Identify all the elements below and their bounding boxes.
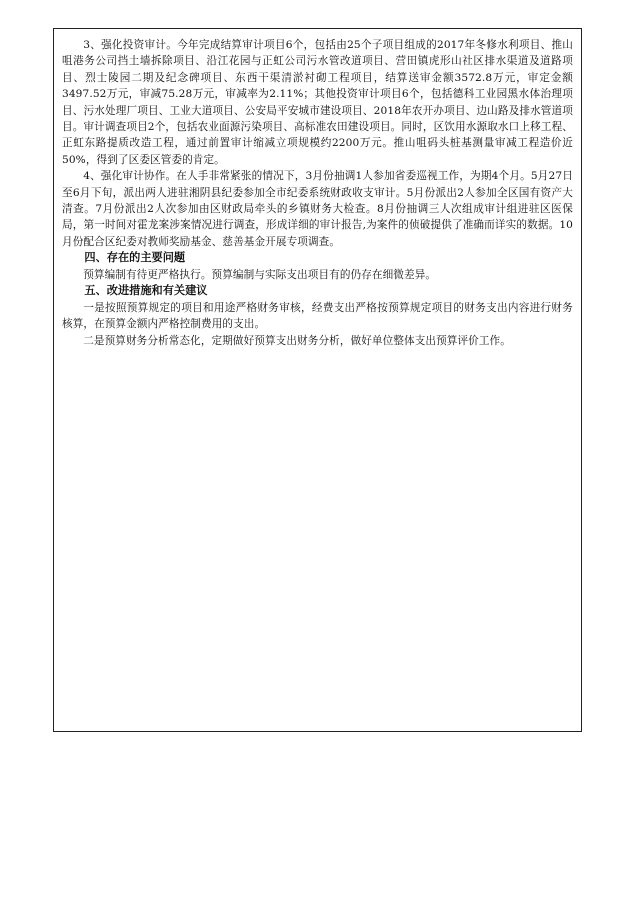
paragraph-budget-problem: 预算编制有待更严格执行。预算编制与实际支出项目有的仍存在细微差异。 xyxy=(83,268,437,281)
paragraph-investment-audit: 3、强化投资审计。今年完成结算审计项目6个，包括由25个子项目组成的2017年冬修水利项目、推山咀港务公司挡土墙拆除项目、沿江花园与正虹公司污水管改道项目、营田镇虎形山社区排水渠道及道路项目、烈士陵园二期及纪念碑项目、东西干渠清淤衬砌工程项目，结算送审金额3572.8万元，审定金额3497.52万元，审减75.28万元，审减率为2.11%；其他投资审计项目6个，包括德科工业园黑水体治理项目、污水处理厂项目、工业大道项目、公安局平安城市建设项目、2018年农开办项目、边山路及排水管道项目。审计调查项目2个，包括农业面源污染项目、高标准农田建设项目。同时，区饮用水源取水口上移工程、正虹东路提质改造工程，通过前置审计缩减立项规模约2200万元。推山咀码头桩基测量审减工程造价近50%，得到了区委区管委的肯定。 xyxy=(62,39,573,166)
document-table-frame xyxy=(53,28,582,732)
heading-main-problems: 四、存在的主要问题 xyxy=(84,251,186,265)
heading-improvement-measures: 五、改进措施和有关建议 xyxy=(84,284,208,298)
document-content xyxy=(62,37,573,349)
paragraph-audit-cooperation: 4、强化审计协作。在人手非常紧张的情况下，3月份抽调1人参加省委巡视工作，为期4个月。5月27日至6月下旬，派出两人进驻湘阴县纪委参加全市纪委系统财政收支审计。5月份派出2人参加全区国有资产大清查。7月份派出2人次参加由区财政局牵头的乡镇财务大检查。8月份抽调三人次组成审计组进驻区医保局，第一时间对霍龙案涉案情况进行调查，形成详细的审计报告,为案件的侦破提供了准确而详实的数据。10月份配合区纪委对教师奖励基金、慈善基金开展专项调查。 xyxy=(62,170,573,248)
paragraph-measure-two: 二是预算财务分析常态化，定期做好预算支出财务分析，做好单位整体支出预算评价工作。 xyxy=(83,334,511,347)
paragraph-measure-one: 一是按照预算规定的项目和用途严格财务审核，经费支出严格按预算规定项目的财务支出内容进行财务核算，在预算金额内严格控制费用的支出。 xyxy=(62,301,573,331)
